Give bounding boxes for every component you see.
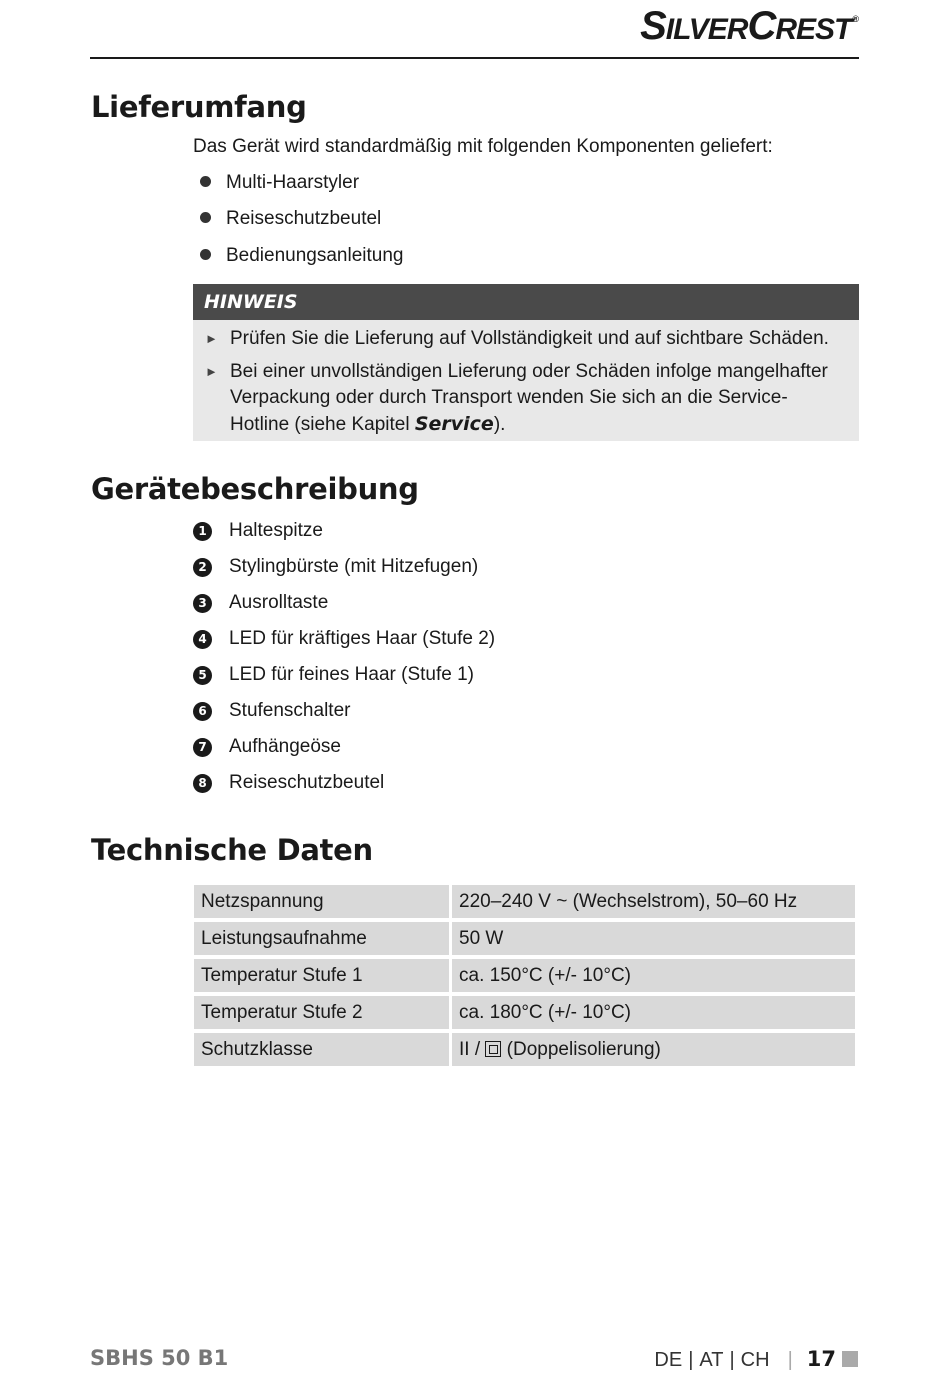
double-insulation-icon (485, 1041, 501, 1057)
table-row: Temperatur Stufe 1 ca. 150°C (+/- 10°C) (194, 959, 855, 996)
lang-at: AT (699, 1349, 724, 1371)
section-title-lieferumfang: Lieferumfang (91, 90, 307, 124)
bullet-icon (200, 249, 211, 260)
list-item: 2 Stylingbürste (mit Hitzefugen) (193, 556, 478, 578)
list-item: 1 Haltespitze (193, 520, 323, 542)
hinweis-box (193, 284, 859, 441)
brand-logo: SILVERCREST® (640, 4, 858, 48)
table-row: Schutzklasse II / (Doppelisolierung) (194, 1033, 855, 1070)
section-title-geraetebeschreibung: Gerätebeschreibung (91, 472, 419, 506)
number-badge-icon: 8 (193, 774, 212, 793)
header-rule (90, 57, 859, 59)
lang-ch: CH (740, 1349, 770, 1371)
number-badge-icon: 7 (193, 738, 212, 757)
arrow-right-icon: ► (205, 364, 218, 379)
hinweis-item: ► Prüfen Sie die Lieferung auf Vollständigkeit und auf sichtbare Schäden. (205, 326, 845, 352)
list-item: 3 Ausrolltaste (193, 592, 328, 614)
lang-de: DE (654, 1349, 683, 1371)
list-item: 4 LED für kräftiges Haar (Stufe 2) (193, 628, 495, 650)
square-icon (842, 1351, 858, 1367)
number-badge-icon: 6 (193, 702, 212, 721)
bullet-icon (200, 176, 211, 187)
list-item: Bedienungsanleitung (200, 245, 404, 267)
arrow-right-icon: ► (205, 331, 218, 346)
service-chapter-ref: Service (414, 413, 494, 435)
hinweis-item: ► Bei einer unvollständigen Lieferung oder Schäden infolge mangelhafter Verpackung oder durch Transport wenden Sie sich an die Service-Hotline (siehe Kapitel Service). (205, 361, 828, 435)
lieferumfang-intro: Das Gerät wird standardmäßig mit folgenden Komponenten geliefert: (193, 136, 773, 157)
footer-page-info: DE | AT | CH | 17 (654, 1347, 858, 1372)
table-row: Netzspannung 220–240 V ~ (Wechselstrom), 50–60 Hz (194, 885, 855, 922)
hinweis-title: HINWEIS (193, 284, 859, 320)
number-badge-icon: 4 (193, 630, 212, 649)
table-row: Leistungsaufnahme 50 W (194, 922, 855, 959)
number-badge-icon: 5 (193, 666, 212, 685)
section-title-technische-daten: Technische Daten (91, 833, 373, 867)
list-item: Reiseschutzbeutel (200, 208, 381, 230)
page-number: 17 (806, 1347, 836, 1371)
list-item: 7 Aufhängeöse (193, 736, 341, 758)
number-badge-icon: 1 (193, 522, 212, 541)
list-item: 5 LED für feines Haar (Stufe 1) (193, 664, 474, 686)
table-row: Temperatur Stufe 2 ca. 180°C (+/- 10°C) (194, 996, 855, 1033)
bullet-icon (200, 212, 211, 223)
number-badge-icon: 3 (193, 594, 212, 613)
number-badge-icon: 2 (193, 558, 212, 577)
spec-table (194, 885, 855, 1070)
list-item: Multi-Haarstyler (200, 172, 359, 194)
list-item: 6 Stufenschalter (193, 700, 350, 722)
list-item: 8 Reiseschutzbeutel (193, 772, 384, 794)
footer-model: SBHS 50 B1 (90, 1346, 229, 1370)
